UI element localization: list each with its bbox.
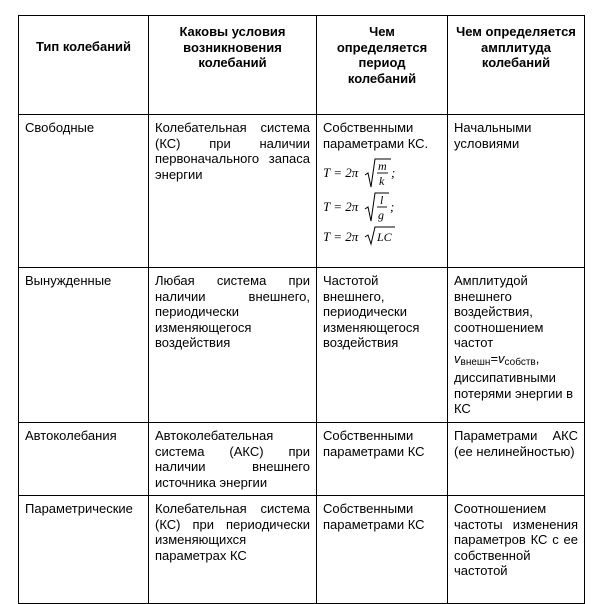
svg-text:T = 2π: T = 2π [323,165,359,180]
formula-lc-circuit [323,225,441,247]
freq-symbol-ext: v [454,350,461,366]
svg-text:k: k [379,174,385,188]
table-row-self [19,423,585,496]
svg-text:;: ; [391,165,396,180]
table-row-forced [19,268,585,423]
header-amplitude: Чем определяется амплитуда колебаний [448,16,585,115]
freq-sub-ext: внешн [460,356,491,368]
cell-amplitude: Параметрами АКС (ее нелинейностью) [448,423,585,496]
cell-amplitude: Начальными условиями [448,115,585,268]
formula-spring-pendulum [323,157,441,187]
cell-amplitude [448,268,585,423]
amplitude-text: Амплитудой внешнего воздействия, соотношением частот [454,273,544,350]
cell-period: Частотой внешнего, периодически изменяющегося воздействия [317,268,448,423]
period-text: Собственными параметрами КС. [323,120,429,151]
cell-type: Свободные [19,115,149,268]
svg-text:m: m [378,159,387,173]
freq-symbol-own: v [498,350,505,366]
header-type: Тип колебаний [19,16,149,115]
table-header-row [19,16,585,115]
cell-conditions: Автоколебательная система (АКС) при наличии внешнего источника энергии [149,423,317,496]
frequency-relation: $v_{внешн}=v_{собств}$, [454,350,540,368]
oscillation-types-table [18,15,585,604]
table-row-free [19,115,585,268]
cell-conditions: Любая система при наличии внешнего, периодически изменяющегося воздействия [149,268,317,423]
svg-text:g: g [378,208,384,222]
cell-type: Автоколебания [19,423,149,496]
cell-conditions: Колебательная система (КС) при периодически изменяющихся параметрах КС [149,496,317,604]
cell-conditions: Колебательная система (КС) при наличии первоначального запаса энергии [149,115,317,268]
freq-eq: = [490,350,499,366]
header-conditions: Каковы условия возникновения колебаний [149,16,317,115]
cell-period: Собственными параметрами КС [317,423,448,496]
svg-text:T = 2π: T = 2π [323,229,359,244]
svg-text:LC: LC [377,230,392,244]
dissipation-text: диссипативными потерями энергии в КС [454,370,574,416]
cell-period [317,115,448,268]
cell-type: Параметрические [19,496,149,604]
header-period: Чем определяется период колебаний [317,16,448,115]
cell-amplitude: Соотношением частоты изменения параметров КС с ее собственной частотой [448,496,585,604]
cell-type: Вынужденные [19,268,149,423]
table-row-parametric [19,496,585,604]
formula-math-pendulum [323,191,441,221]
svg-text:;: ; [390,199,395,214]
svg-text:l: l [380,193,384,207]
svg-text:T = 2π: T = 2π [323,199,359,214]
freq-sub-own: собств [504,356,536,368]
cell-period: Собственными параметрами КС [317,496,448,604]
